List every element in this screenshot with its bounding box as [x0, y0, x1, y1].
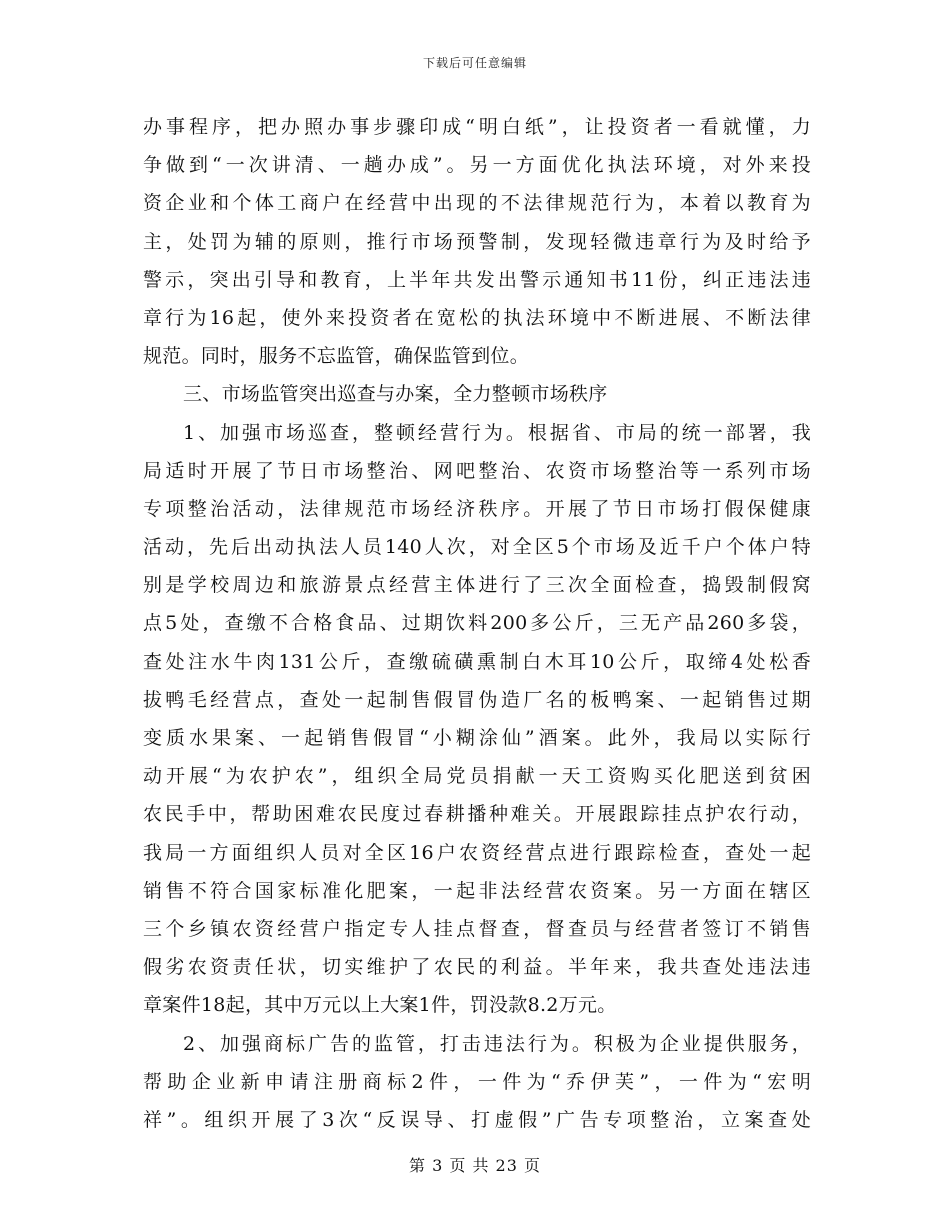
- text-line: 我局一方面组织人员对全区16户农资经营点进行跟踪检查，查处一起: [143, 841, 811, 864]
- text-line: 帮助企业新申请注册商标2件，一件为“乔伊芙”，一件为“宏明: [143, 1070, 811, 1093]
- text-line: 别是学校周边和旅游景点经营主体进行了三次全面检查，捣毁制假窝: [143, 574, 811, 597]
- text-line: 活动，先后出动执法人员140人次，对全区5个市场及近千户个体户特: [143, 536, 811, 559]
- body-text: [143, 108, 811, 1139]
- text-line: 祥”。组织开展了3次“反误导、打虚假”广告专项整治，立案查处: [143, 1108, 811, 1131]
- text-line: 资企业和个体工商户在经营中出现的不法律规范行为，本着以教育为: [143, 192, 811, 215]
- text-line: 2、加强商标广告的监管，打击违法行为。积极为企业提供服务，: [183, 1032, 811, 1055]
- section-heading: 三、市场监管突出巡查与办案，全力整顿市场秩序: [183, 383, 608, 406]
- text-line: 规范。同时，服务不忘监管，确保监管到位。: [143, 345, 530, 368]
- text-line: 变质水果案、一起销售假冒“小糊涂仙”酒案。此外，我局以实际行: [143, 727, 811, 749]
- text-line: 动开展“为农护农”，组织全局党员捐献一天工资购买化肥送到贫困: [143, 765, 811, 788]
- text-line: 1、加强市场巡查，整顿经营行为。根据省、市局的统一部署，我: [183, 421, 811, 444]
- text-line: 农民手中，帮助困难农民度过春耕播种难关。开展跟踪挂点护农行动，: [143, 803, 811, 826]
- text-line: 销售不符合国家标准化肥案，一起非法经营农资案。另一方面在辖区: [143, 879, 811, 902]
- text-line: 办事程序，把办照办事步骤印成“明白纸”，让投资者一看就懂，力: [143, 116, 811, 138]
- text-line: 拔鸭毛经营点，查处一起制售假冒伪造厂名的板鸭案、一起销售过期: [143, 688, 811, 711]
- text-line: 查处注水牛肉131公斤，查缴硫磺熏制白木耳10公斤，取缔4处松香: [143, 650, 811, 673]
- header-note: 下载后可任意编辑: [422, 56, 527, 70]
- text-line: 争做到“一次讲清、一趟办成”。另一方面优化执法环境，对外来投: [143, 154, 811, 177]
- text-line: 局适时开展了节日市场整治、网吧整治、农资市场整治等一系列市场: [143, 459, 811, 482]
- text-line: 章行为16起，使外来投资者在宽松的执法环境中不断进展、不断法律: [143, 306, 811, 329]
- text-line: 三个乡镇农资经营户指定专人挂点督查，督查员与经营者签订不销售: [143, 917, 811, 940]
- text-line: 主，处罚为辅的原则，推行市场预警制，发现轻微违章行为及时给予: [143, 230, 811, 253]
- page-number: 第 3 页 共 23 页: [409, 1156, 541, 1175]
- text-line: 假劣农资责任状，切实维护了农民的利益。半年来，我共查处违法违: [143, 956, 811, 979]
- text-line: 警示，突出引导和教育，上半年共发出警示通知书11份，纠正违法违: [143, 268, 811, 291]
- text-line: 章案件18起，其中万元以上大案1件，罚没款8.2万元。: [143, 994, 617, 1017]
- text-line: 点5处，查缴不合格食品、过期饮料200多公斤，三无产品260多袋，: [143, 612, 811, 635]
- text-line: 专项整治活动，法律规范市场经济秩序。开展了节日市场打假保健康: [143, 497, 811, 520]
